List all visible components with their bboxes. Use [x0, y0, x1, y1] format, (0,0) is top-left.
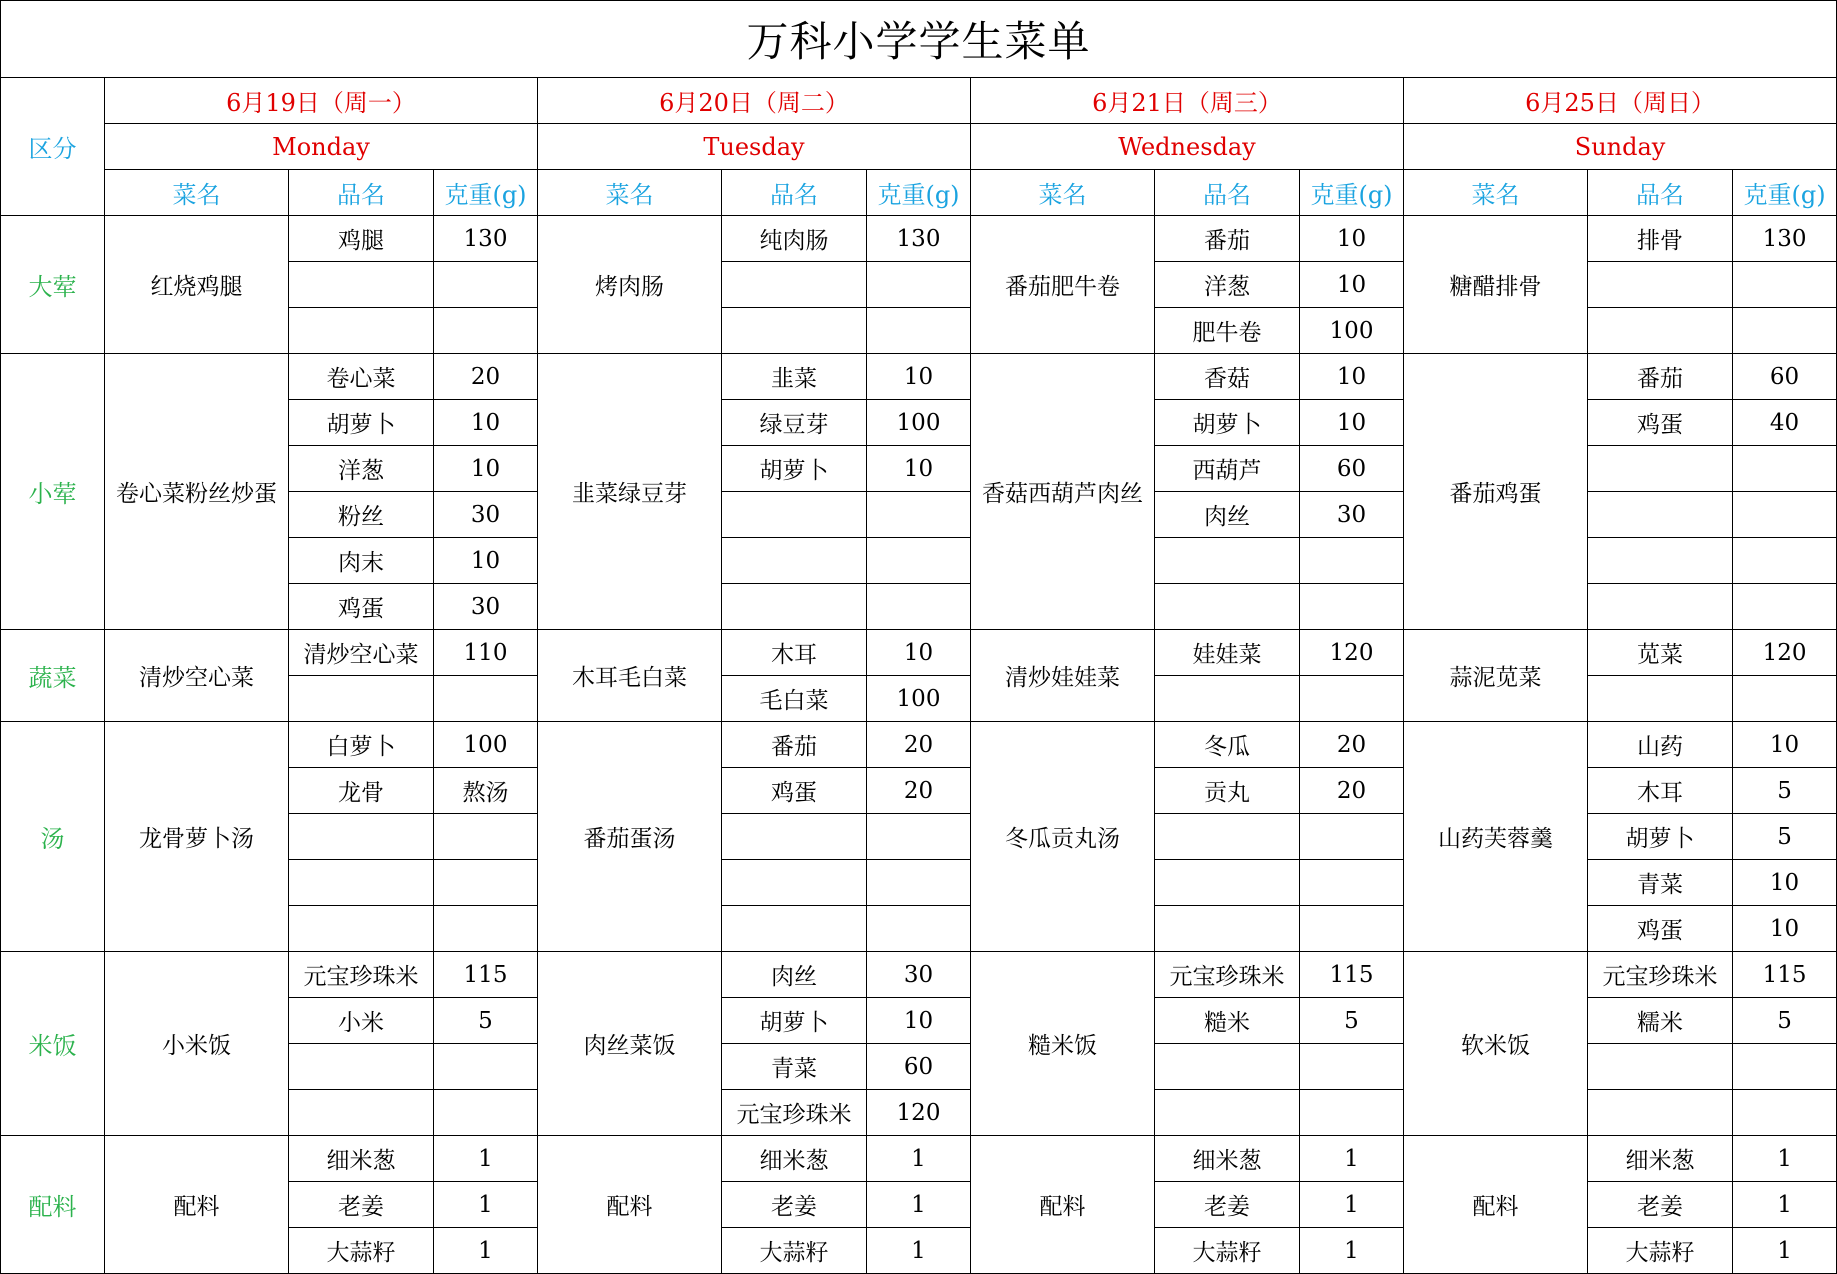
ingredient-cell: 木耳: [1588, 768, 1733, 814]
dish-name: 红烧鸡腿: [105, 216, 289, 354]
weight-cell: 1: [1733, 1136, 1837, 1182]
category-label: 米饭: [1, 952, 105, 1136]
weekday-header: Wednesday: [971, 124, 1404, 170]
ingredient-cell: 木耳: [722, 630, 867, 676]
weight-cell: 10: [867, 630, 971, 676]
weight-cell: 1: [1733, 1228, 1837, 1274]
weight-cell: 10: [434, 538, 538, 584]
dish-name: 烤肉肠: [538, 216, 722, 354]
ingredient-cell: 肉丝: [722, 952, 867, 998]
ingredient-cell: 胡萝卜: [1155, 400, 1300, 446]
ingredient-cell: [289, 308, 434, 354]
ingredient-cell: [1588, 1090, 1733, 1136]
weight-cell: 130: [434, 216, 538, 262]
ingredient-cell: [289, 1090, 434, 1136]
ingredient-cell: 绿豆芽: [722, 400, 867, 446]
ingredient-cell: [1588, 308, 1733, 354]
weight-cell: 熬汤: [434, 768, 538, 814]
ingredient-cell: 番茄: [722, 722, 867, 768]
category-label: 配料: [1, 1136, 105, 1274]
weight-cell: 20: [867, 768, 971, 814]
weight-cell: [434, 308, 538, 354]
ingredient-cell: [722, 492, 867, 538]
weight-cell: [1733, 308, 1837, 354]
table-row: [1, 354, 1837, 400]
ingredient-cell: 纯肉肠: [722, 216, 867, 262]
dish-name: 糖醋排骨: [1404, 216, 1588, 354]
weekday-row: [1, 124, 1837, 170]
ingredient-cell: [1155, 906, 1300, 952]
weight-cell: 10: [1300, 262, 1404, 308]
table-row: [1, 216, 1837, 262]
weight-cell: [867, 814, 971, 860]
weight-cell: [867, 262, 971, 308]
ingredient-cell: [722, 538, 867, 584]
weight-cell: 115: [1733, 952, 1837, 998]
weight-cell: [1733, 446, 1837, 492]
weight-cell: 130: [1733, 216, 1837, 262]
ingredient-cell: 粉丝: [289, 492, 434, 538]
ingredient-cell: 冬瓜: [1155, 722, 1300, 768]
ingredient-cell: [1155, 584, 1300, 630]
ingredient-cell: 肉末: [289, 538, 434, 584]
date-header: 6月20日（周二）: [538, 78, 971, 124]
weight-cell: 20: [1300, 722, 1404, 768]
ingredient-cell: [722, 262, 867, 308]
ingredient-cell: 排骨: [1588, 216, 1733, 262]
ingredient-cell: 细米葱: [722, 1136, 867, 1182]
ingredient-cell: 胡萝卜: [1588, 814, 1733, 860]
ingredient-cell: 元宝珍珠米: [1588, 952, 1733, 998]
ingredient-cell: 香菇: [1155, 354, 1300, 400]
weight-cell: [867, 584, 971, 630]
weight-cell: [434, 676, 538, 722]
dish-name: 肉丝菜饭: [538, 952, 722, 1136]
weight-cell: [434, 860, 538, 906]
ingredient-cell: 龙骨: [289, 768, 434, 814]
dish-name: 清炒空心菜: [105, 630, 289, 722]
weight-cell: [434, 1044, 538, 1090]
ingredient-cell: 胡萝卜: [722, 446, 867, 492]
ingredient-cell: 元宝珍珠米: [1155, 952, 1300, 998]
col-header-dish: 菜名: [105, 170, 289, 216]
dish-name: 韭菜绿豆芽: [538, 354, 722, 630]
category-label: 汤: [1, 722, 105, 952]
weight-cell: 5: [1733, 768, 1837, 814]
weight-cell: 5: [434, 998, 538, 1044]
ingredient-cell: [289, 860, 434, 906]
col-header-dish: 菜名: [971, 170, 1155, 216]
weight-cell: 10: [434, 400, 538, 446]
ingredient-cell: [1588, 538, 1733, 584]
col-header-dish: 菜名: [1404, 170, 1588, 216]
ingredient-cell: 大蒜籽: [289, 1228, 434, 1274]
ingredient-cell: 西葫芦: [1155, 446, 1300, 492]
ingredient-cell: [1588, 446, 1733, 492]
weight-cell: 10: [1300, 354, 1404, 400]
table-row: [1, 722, 1837, 768]
weight-cell: [1733, 584, 1837, 630]
section-label: 区分: [1, 78, 105, 216]
ingredient-cell: 糙米: [1155, 998, 1300, 1044]
weight-cell: 1: [867, 1228, 971, 1274]
ingredient-cell: 老姜: [289, 1182, 434, 1228]
weight-cell: 10: [1733, 906, 1837, 952]
weight-cell: [434, 814, 538, 860]
weight-cell: 1: [434, 1228, 538, 1274]
ingredient-cell: 细米葱: [1155, 1136, 1300, 1182]
ingredient-cell: 清炒空心菜: [289, 630, 434, 676]
title-row: [1, 1, 1837, 78]
ingredient-cell: 胡萝卜: [289, 400, 434, 446]
dish-name: 番茄蛋汤: [538, 722, 722, 952]
dish-name: 配料: [1404, 1136, 1588, 1274]
ingredient-cell: 洋葱: [289, 446, 434, 492]
ingredient-cell: [289, 262, 434, 308]
ingredient-cell: 毛白菜: [722, 676, 867, 722]
weight-cell: 100: [1300, 308, 1404, 354]
col-header-ingredient: 品名: [289, 170, 434, 216]
ingredient-cell: 卷心菜: [289, 354, 434, 400]
weight-cell: [1300, 1090, 1404, 1136]
ingredient-cell: [1155, 538, 1300, 584]
ingredient-cell: [1588, 584, 1733, 630]
col-header-weight: 克重(g): [1300, 170, 1404, 216]
category-label: 小荤: [1, 354, 105, 630]
ingredient-cell: [1155, 814, 1300, 860]
weight-cell: 40: [1733, 400, 1837, 446]
ingredient-cell: [1155, 860, 1300, 906]
col-header-ingredient: 品名: [1588, 170, 1733, 216]
weight-cell: [1733, 1090, 1837, 1136]
weight-cell: [1733, 538, 1837, 584]
dish-name: 卷心菜粉丝炒蛋: [105, 354, 289, 630]
ingredient-cell: 元宝珍珠米: [722, 1090, 867, 1136]
dish-name: 山药芙蓉羹: [1404, 722, 1588, 952]
weight-cell: 5: [1733, 998, 1837, 1044]
ingredient-cell: [722, 860, 867, 906]
col-header-dish: 菜名: [538, 170, 722, 216]
ingredient-cell: [1588, 676, 1733, 722]
column-header-row: [1, 170, 1837, 216]
weight-cell: 10: [1733, 860, 1837, 906]
category-label: 蔬菜: [1, 630, 105, 722]
ingredient-cell: 白萝卜: [289, 722, 434, 768]
ingredient-cell: 鸡蛋: [1588, 906, 1733, 952]
weight-cell: [1733, 492, 1837, 538]
weight-cell: 10: [867, 354, 971, 400]
weight-cell: 115: [1300, 952, 1404, 998]
weight-cell: 20: [1300, 768, 1404, 814]
ingredient-cell: [1155, 1090, 1300, 1136]
weight-cell: 1: [1300, 1136, 1404, 1182]
weight-cell: [1300, 1044, 1404, 1090]
dish-name: 糙米饭: [971, 952, 1155, 1136]
ingredient-cell: 糯米: [1588, 998, 1733, 1044]
ingredient-cell: 韭菜: [722, 354, 867, 400]
weekday-header: Tuesday: [538, 124, 971, 170]
ingredient-cell: 细米葱: [289, 1136, 434, 1182]
ingredient-cell: [1155, 676, 1300, 722]
ingredient-cell: 老姜: [1588, 1182, 1733, 1228]
weight-cell: [1733, 262, 1837, 308]
weight-cell: [867, 860, 971, 906]
dish-name: 配料: [971, 1136, 1155, 1274]
ingredient-cell: 大蒜籽: [1155, 1228, 1300, 1274]
weight-cell: 20: [434, 354, 538, 400]
ingredient-cell: 鸡蛋: [1588, 400, 1733, 446]
dish-name: 小米饭: [105, 952, 289, 1136]
weight-cell: 60: [1300, 446, 1404, 492]
ingredient-cell: 苋菜: [1588, 630, 1733, 676]
weight-cell: 60: [867, 1044, 971, 1090]
dish-name: 冬瓜贡丸汤: [971, 722, 1155, 952]
weight-cell: 30: [434, 492, 538, 538]
ingredient-cell: [289, 814, 434, 860]
weight-cell: 10: [434, 446, 538, 492]
ingredient-cell: 洋葱: [1155, 262, 1300, 308]
ingredient-cell: [289, 676, 434, 722]
ingredient-cell: 青菜: [1588, 860, 1733, 906]
weight-cell: 30: [867, 952, 971, 998]
weight-cell: 30: [1300, 492, 1404, 538]
ingredient-cell: [722, 584, 867, 630]
weight-cell: 1: [1300, 1228, 1404, 1274]
weight-cell: [434, 1090, 538, 1136]
col-header-ingredient: 品名: [722, 170, 867, 216]
date-header: 6月19日（周一）: [105, 78, 538, 124]
weight-cell: 115: [434, 952, 538, 998]
weight-cell: 30: [434, 584, 538, 630]
dish-name: 清炒娃娃菜: [971, 630, 1155, 722]
ingredient-cell: 大蒜籽: [1588, 1228, 1733, 1274]
table-row: [1, 952, 1837, 998]
ingredient-cell: 贡丸: [1155, 768, 1300, 814]
weight-cell: [867, 308, 971, 354]
dish-name: 番茄鸡蛋: [1404, 354, 1588, 630]
weight-cell: [1300, 538, 1404, 584]
ingredient-cell: 娃娃菜: [1155, 630, 1300, 676]
ingredient-cell: 细米葱: [1588, 1136, 1733, 1182]
weight-cell: 120: [1733, 630, 1837, 676]
weight-cell: 10: [1733, 722, 1837, 768]
weight-cell: 1: [434, 1182, 538, 1228]
weight-cell: 100: [867, 400, 971, 446]
weight-cell: [434, 262, 538, 308]
col-header-weight: 克重(g): [1733, 170, 1837, 216]
weight-cell: [1733, 1044, 1837, 1090]
ingredient-cell: 老姜: [1155, 1182, 1300, 1228]
ingredient-cell: 肥牛卷: [1155, 308, 1300, 354]
ingredient-cell: 大蒜籽: [722, 1228, 867, 1274]
ingredient-cell: [289, 906, 434, 952]
dish-name: 蒜泥苋菜: [1404, 630, 1588, 722]
weight-cell: [1300, 860, 1404, 906]
dish-name: 软米饭: [1404, 952, 1588, 1136]
ingredient-cell: [1155, 1044, 1300, 1090]
weight-cell: 120: [867, 1090, 971, 1136]
table-row: [1, 1136, 1837, 1182]
ingredient-cell: 胡萝卜: [722, 998, 867, 1044]
weight-cell: 5: [1300, 998, 1404, 1044]
weight-cell: 110: [434, 630, 538, 676]
ingredient-cell: 鸡蛋: [289, 584, 434, 630]
dish-name: 番茄肥牛卷: [971, 216, 1155, 354]
ingredient-cell: 元宝珍珠米: [289, 952, 434, 998]
weight-cell: [434, 906, 538, 952]
weight-cell: 20: [867, 722, 971, 768]
weight-cell: [1733, 676, 1837, 722]
weight-cell: 130: [867, 216, 971, 262]
weight-cell: 1: [867, 1182, 971, 1228]
ingredient-cell: [722, 814, 867, 860]
weight-cell: 10: [867, 998, 971, 1044]
page-title: 万科小学学生菜单: [1, 1, 1837, 78]
ingredient-cell: [722, 906, 867, 952]
weight-cell: [867, 906, 971, 952]
weight-cell: 10: [1300, 216, 1404, 262]
weight-cell: 100: [434, 722, 538, 768]
weekday-header: Sunday: [1404, 124, 1837, 170]
weight-cell: 1: [1300, 1182, 1404, 1228]
dish-name: 配料: [105, 1136, 289, 1274]
weight-cell: [1300, 906, 1404, 952]
weight-cell: [867, 538, 971, 584]
col-header-weight: 克重(g): [434, 170, 538, 216]
weight-cell: [867, 492, 971, 538]
weight-cell: 10: [867, 446, 971, 492]
weight-cell: [1300, 814, 1404, 860]
dish-name: 香菇西葫芦肉丝: [971, 354, 1155, 630]
date-header: 6月25日（周日）: [1404, 78, 1837, 124]
weight-cell: 1: [434, 1136, 538, 1182]
table-row: [1, 630, 1837, 676]
col-header-weight: 克重(g): [867, 170, 971, 216]
date-row: [1, 78, 1837, 124]
dish-name: 龙骨萝卜汤: [105, 722, 289, 952]
ingredient-cell: 番茄: [1155, 216, 1300, 262]
ingredient-cell: 肉丝: [1155, 492, 1300, 538]
col-header-ingredient: 品名: [1155, 170, 1300, 216]
weight-cell: 120: [1300, 630, 1404, 676]
ingredient-cell: 老姜: [722, 1182, 867, 1228]
weight-cell: [1300, 676, 1404, 722]
dish-name: 木耳毛白菜: [538, 630, 722, 722]
ingredient-cell: [1588, 262, 1733, 308]
weight-cell: [1300, 584, 1404, 630]
weight-cell: 10: [1300, 400, 1404, 446]
weekday-header: Monday: [105, 124, 538, 170]
weight-cell: 100: [867, 676, 971, 722]
ingredient-cell: 山药: [1588, 722, 1733, 768]
ingredient-cell: 青菜: [722, 1044, 867, 1090]
weight-cell: 1: [867, 1136, 971, 1182]
ingredient-cell: [722, 308, 867, 354]
ingredient-cell: 番茄: [1588, 354, 1733, 400]
ingredient-cell: [289, 1044, 434, 1090]
dish-name: 配料: [538, 1136, 722, 1274]
weight-cell: 5: [1733, 814, 1837, 860]
ingredient-cell: [1588, 492, 1733, 538]
weight-cell: 60: [1733, 354, 1837, 400]
weight-cell: 1: [1733, 1182, 1837, 1228]
ingredient-cell: 小米: [289, 998, 434, 1044]
ingredient-cell: 鸡蛋: [722, 768, 867, 814]
date-header: 6月21日（周三）: [971, 78, 1404, 124]
ingredient-cell: [1588, 1044, 1733, 1090]
category-label: 大荤: [1, 216, 105, 354]
ingredient-cell: 鸡腿: [289, 216, 434, 262]
